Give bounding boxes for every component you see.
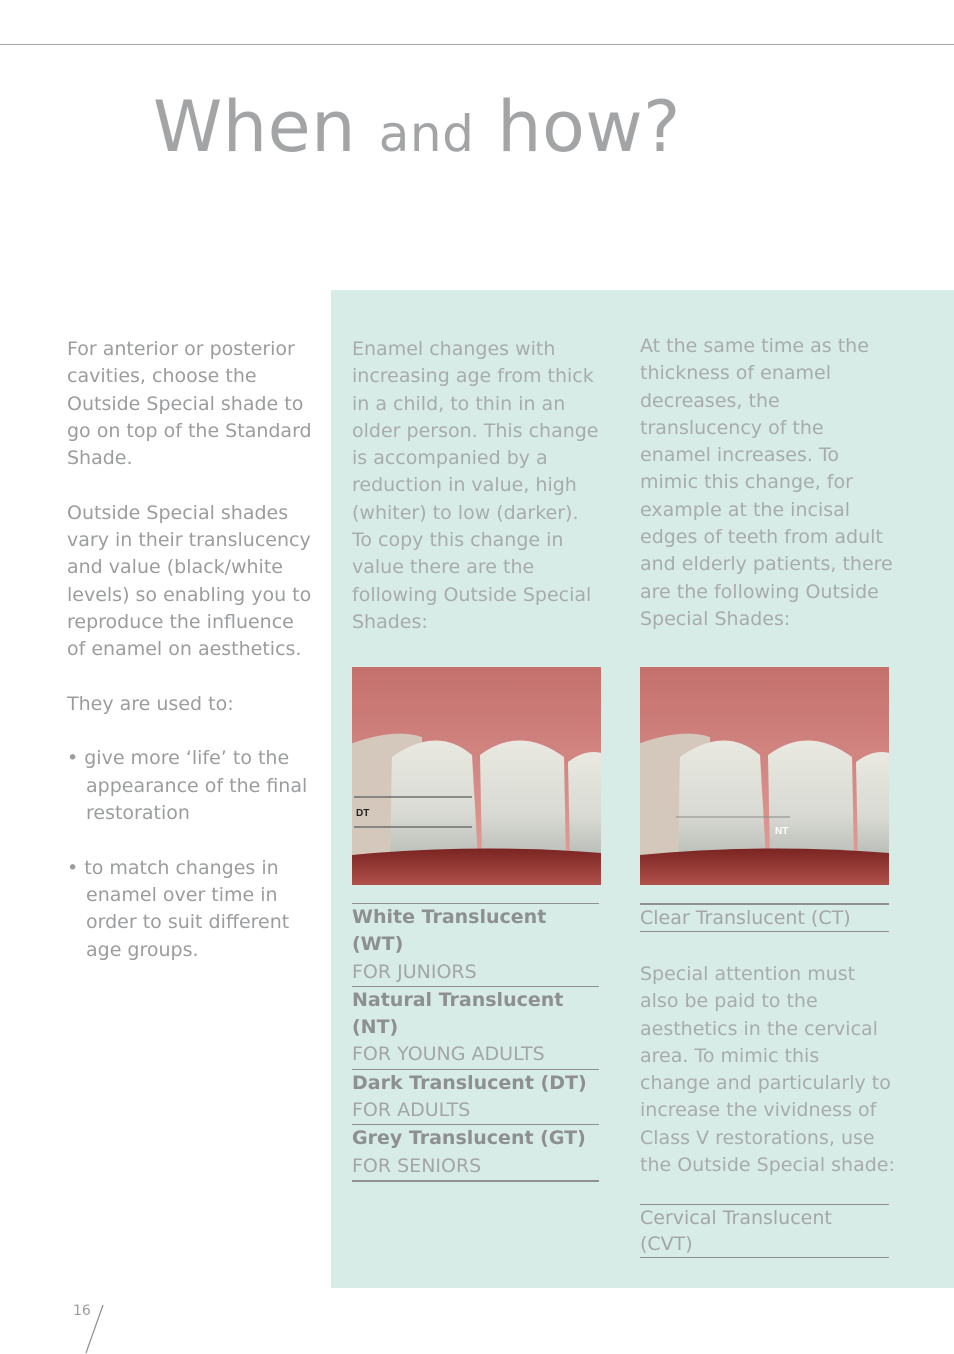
shade-item-wt bbox=[352, 904, 599, 987]
column-value bbox=[352, 336, 602, 636]
title-and: and bbox=[378, 105, 475, 163]
translucency-paragraph: At the same time as the thickness of enamel decreases, the translucency of the enamel increases. To mimic this change, for example at the incisal edges of teeth from adult and elderly patients, there are the following Outside Special Shades: bbox=[640, 335, 893, 630]
column-intro bbox=[67, 336, 317, 964]
page-title bbox=[153, 86, 681, 168]
photo-label-nt: NT bbox=[775, 826, 789, 837]
teeth-photo-dt bbox=[352, 667, 601, 885]
shade-age-group: FOR SENIORS bbox=[352, 1154, 482, 1177]
shade-item-dt bbox=[352, 1070, 599, 1126]
shade-name: Grey Translucent (GT) bbox=[352, 1127, 586, 1150]
shade-cervical-translucent: Cervical Translucent (CVT) bbox=[640, 1204, 889, 1258]
shade-name: Natural Translucent (NT) bbox=[352, 988, 564, 1039]
bullet-life: • give more ‘life’ to the appearance of the final restoration bbox=[67, 747, 308, 825]
shade-age-group: FOR YOUNG ADULTS bbox=[352, 1043, 545, 1066]
shade-clear-translucent: Clear Translucent (CT) bbox=[640, 903, 889, 932]
shade-name: White Translucent (WT) bbox=[352, 906, 547, 956]
intro-paragraph-3: They are used to: bbox=[67, 692, 234, 715]
bullet-age-groups: • to match changes in enamel over time in order to suit different age groups. bbox=[67, 856, 290, 961]
page-number-slash bbox=[84, 1304, 106, 1354]
teeth-photo-nt bbox=[640, 667, 889, 885]
shade-item-nt bbox=[352, 987, 599, 1070]
page-number: 16 bbox=[73, 1303, 91, 1319]
shade-age-group: FOR ADULTS bbox=[352, 1099, 471, 1122]
shade-item-gt bbox=[352, 1125, 599, 1182]
shade-name: Dark Translucent (DT) bbox=[352, 1071, 587, 1094]
photo-label-dt: DT bbox=[356, 808, 370, 819]
shade-age-group: FOR JUNIORS bbox=[352, 960, 477, 983]
cervical-paragraph: Special attention must also be paid to the aesthetics in the cervical area. To mimic this change and particularly to increase the vividness of Class V restorations, use the Outside Special shade: bbox=[640, 963, 895, 1177]
title-when: When bbox=[153, 86, 357, 168]
intro-paragraph-2: Outside Special shades vary in their translucency and value (black/white levels) so enabling you to reproduce the influence of enamel on aesthetics. bbox=[67, 501, 312, 661]
intro-paragraph-1: For anterior or posterior cavities, choose the Outside Special shade to go on top of the Standard Shade. bbox=[67, 338, 312, 470]
age-shade-list bbox=[352, 903, 599, 1182]
title-how: how? bbox=[497, 86, 681, 168]
column-cervical bbox=[640, 961, 895, 1179]
top-rule bbox=[0, 44, 954, 45]
value-paragraph: Enamel changes with increasing age from thick in a child, to thin in an older person. This change is accompanied by a reduction in value, high (whiter) to low (darker). To copy this change in value there are the following Outside Special Shades: bbox=[352, 338, 599, 633]
column-translucency bbox=[640, 333, 895, 633]
